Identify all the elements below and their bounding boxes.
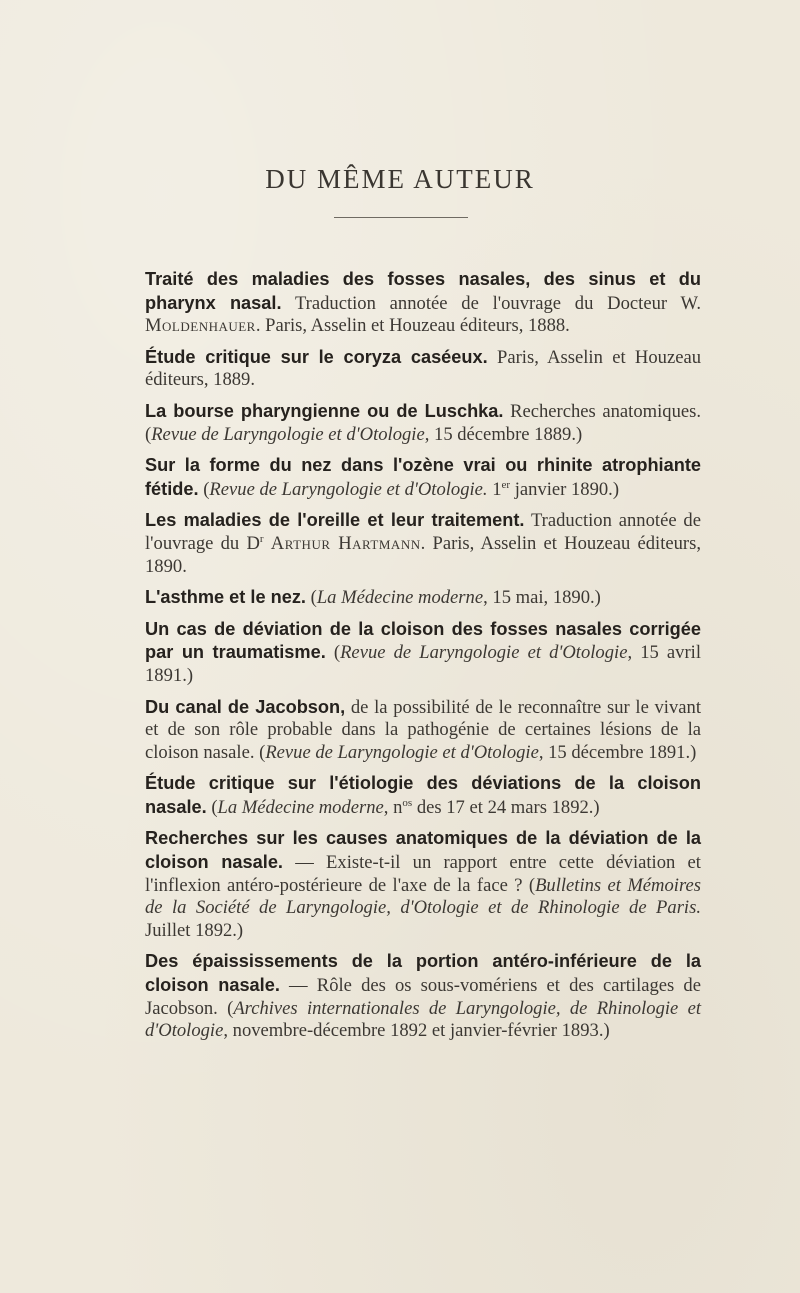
entry-text: Juillet 1892.)	[145, 919, 244, 941]
entry-text	[264, 533, 271, 554]
journal-title: La Médecine moderne	[316, 587, 484, 609]
entry-text: de la possibilité de le reconnaître sur le vivant et de son rôle probable dans la pathogénie de certaines lésions de la cloison nasale. (	[145, 696, 701, 763]
author-name: Moldenhauer	[145, 315, 256, 337]
bibliography-entry	[145, 346, 701, 392]
bibliography-entry	[145, 400, 701, 446]
bibliography-entry	[145, 268, 701, 338]
entry-title: Les maladies de l'oreille et leur traitement.	[145, 510, 525, 531]
journal-title: Bulletins et Mémoires de la Société de Laryngologie, d'Otologie et de Rhinologie de Paris.	[145, 874, 701, 919]
bibliography-entry	[145, 454, 701, 501]
bibliography-entry	[145, 586, 701, 610]
entry-title: Du canal de Jacobson,	[145, 696, 346, 717]
journal-title: Revue de Laryngologie et d'Otologie.	[209, 478, 488, 500]
entry-text: Traduction annotée de l'ouvrage du D	[145, 510, 701, 554]
journal-title: Archives internationales de Laryngologie, de Rhinologie et d'Otologie	[145, 997, 702, 1042]
entry-text: (	[325, 642, 341, 664]
journal-title: Revue de Laryngologie et d'Otologie	[265, 741, 539, 763]
entry-text: , n	[383, 796, 403, 818]
bibliography-entry	[145, 950, 701, 1042]
entry-title: Étude critique sur le coryza caséeux.	[145, 346, 488, 367]
author-name: Arthur Hartmann	[270, 532, 421, 554]
entry-text: , 15 décembre 1891.)	[538, 741, 697, 763]
entry-title: La bourse pharyngienne ou de Luschka.	[145, 400, 504, 421]
entry-text: , novembre-décembre 1892 et janvier-février 1893.)	[223, 1020, 610, 1042]
entry-title: Sur la forme du nez dans l'ozène vrai ou rhinite atrophiante fétide.	[145, 455, 701, 499]
entry-text: , 15 mai, 1890.)	[483, 587, 601, 609]
bibliography-entry	[145, 509, 701, 578]
page-heading: DU MÊME AUTEUR	[265, 164, 535, 194]
entry-text: (	[198, 478, 210, 500]
superscript: er	[501, 478, 511, 491]
entry-text: 1	[487, 478, 502, 500]
bibliography-list	[145, 268, 701, 1051]
entry-text: . Paris, Asselin et Houzeau éditeurs, 1890.	[145, 532, 701, 577]
entry-text: des 17 et 24 mars 1892.)	[412, 796, 600, 818]
journal-title: La Médecine moderne	[217, 796, 384, 818]
entry-text: — Existe-t-il un rapport entre cette déviation et l'inflexion antéro-postérieure de l'axe de la face ? (	[145, 852, 701, 896]
heading-rule	[334, 217, 468, 218]
entry-text: , 15 décembre 1889.)	[424, 423, 583, 445]
entry-title: Des épaississements de la portion antéro-inférieure de la cloison nasale.	[145, 951, 701, 996]
journal-title: Revue de Laryngologie et d'Otologie	[151, 423, 425, 445]
entry-text: janvier 1890.)	[510, 478, 620, 500]
entry-title: Étude critique sur l'étiologie des déviations de la cloison nasale.	[145, 773, 701, 817]
bibliography-entry	[145, 827, 701, 942]
entry-text: . Paris, Asselin et Houzeau éditeurs, 1888.	[255, 315, 570, 337]
entry-text: Traduction annotée de l'ouvrage du Docteur W.	[281, 292, 701, 314]
entry-text: — Rôle des os sous-vomériens et des cartilages de Jacobson. (	[145, 975, 701, 1019]
journal-title: Revue de Laryngologie et d'Otologie	[340, 642, 628, 664]
entry-title: Traité des maladies des fosses nasales, des sinus et du pharynx nasal.	[145, 269, 701, 313]
entry-text: Recherches anatomiques. (	[145, 400, 701, 445]
entry-text: (	[206, 796, 218, 818]
superscript: r	[259, 532, 264, 545]
entry-title: Recherches sur les causes anatomiques de la déviation de la cloison nasale.	[145, 828, 701, 873]
bibliography-entry	[145, 618, 701, 688]
superscript: os	[402, 796, 413, 809]
bibliography-entry	[145, 696, 701, 765]
bibliography-entry	[145, 772, 701, 819]
entry-title: Un cas de déviation de la cloison des fosses nasales corrigée par un traumatisme.	[145, 618, 701, 663]
entry-text: Paris, Asselin et Houzeau éditeurs, 1889.	[145, 346, 701, 391]
entry-text: (	[306, 587, 317, 609]
entry-title: L'asthme et le nez.	[145, 587, 306, 608]
entry-text: , 15 avril 1891.)	[145, 642, 701, 686]
